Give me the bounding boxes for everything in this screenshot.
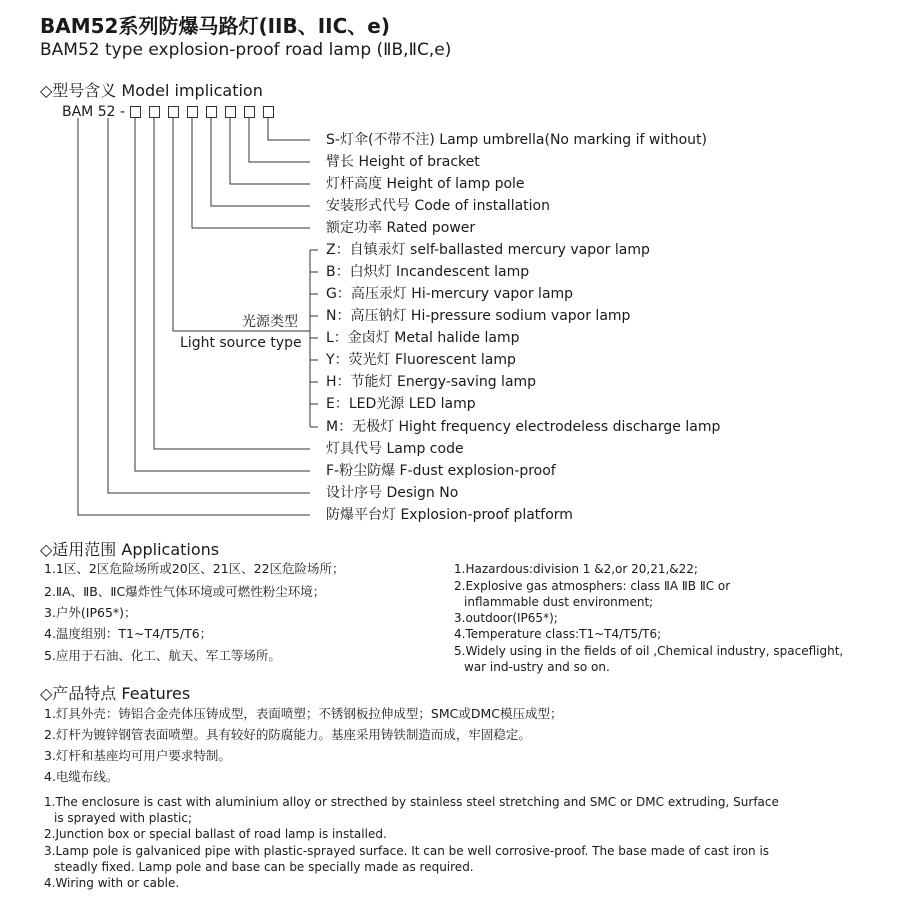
application-cn-5: 5.应用于石油、化工、航天、军工等场所。 [44,648,281,663]
model-code: BAM 52 - [62,104,126,120]
application-cn-4: 4.温度组别：T1~T4/T5/T6； [44,626,213,641]
light-source-z: Z：自镇汞灯 self-ballasted mercury vapor lamp [326,242,650,258]
light-source-n: N：高压钠灯 Hi-pressure sodium vapor lamp [326,308,631,324]
light-source-m: M：无极灯 Hight frequency electrodeless discharge lamp [326,419,721,435]
light-source-h: H：节能灯 Energy-saving lamp [326,374,537,390]
label-platform: 防爆平台灯 Explosion-proof platform [326,507,573,523]
features-heading: ◇产品特点 Features [40,684,191,703]
application-en-1: 1.Hazardous:division 1 &2,or 20,21,&22; [454,562,698,576]
feature-en-1-cont: is sprayed with plastic; [54,811,192,825]
application-en-2: 2.Explosive gas atmosphers: class ⅡA ⅡB ⅡC or [454,579,731,593]
feature-en-4: 4.Wiring with or cable. [44,876,180,890]
page-title: BAM52系列防爆马路灯(IIB、IIC、e) [40,14,390,38]
application-en-2-cont: inflammable dust environment; [464,595,654,609]
label-lamp-code: 灯具代号 Lamp code [326,441,464,457]
feature-cn-1: 1.灯具外壳：铸铝合金壳体压铸成型，表面喷塑；不锈钢板拉伸成型；SMC或DMC模压成型； [44,706,563,721]
label-installation: 安装形式代号 Code of installation [326,198,550,214]
light-source-g: G：高压汞灯 Hi-mercury vapor lamp [326,286,574,302]
light-source-e: E：LED光源 LED lamp [326,396,476,412]
label-bracket: 臂长 Height of bracket [326,154,480,170]
label-pole-height: 灯杆高度 Height of lamp pole [326,176,525,192]
feature-en-3-cont: steadly fixed. Lamp pole and base can be specially made as required. [54,860,474,874]
feature-en-2: 2.Junction box or special ballast of road lamp is installed. [44,827,387,841]
feature-cn-4: 4.电缆布线。 [44,769,119,784]
feature-en-1: 1.The enclosure is cast with aluminium alloy or strecthed by stainless steel stretching and SMC or DMC extruding, Surface [44,795,779,809]
light-source-type-cn: 光源类型 [242,314,298,330]
applications-heading: ◇适用范围 Applications [40,540,220,559]
feature-cn-2: 2.灯杆为镀锌钢管表面喷塑。具有较好的防腐能力。基座采用铸铁制造而成，牢固稳定。 [44,727,531,742]
label-design-no: 设计序号 Design No [326,485,459,501]
application-en-5: 5.Widely using in the fields of oil ,Chemical industry, spaceflight, [454,644,844,658]
label-dust-proof: F-粉尘防爆 F-dust explosion-proof [326,463,556,479]
page-subtitle: BAM52 type explosion-proof road lamp (ⅡB,ⅡC,e) [40,40,452,60]
application-cn-2: 2.ⅡA、ⅡB、ⅡC爆炸性气体环境或可燃性粉尘环境； [44,584,326,599]
light-source-l: L：金卤灯 Metal halide lamp [326,330,520,346]
light-source-b: B：白炽灯 Incandescent lamp [326,264,530,280]
model-heading: ◇型号含义 Model implication [40,81,263,100]
label-rated-power: 额定功率 Rated power [326,220,476,236]
light-source-type-en: Light source type [180,335,302,351]
feature-cn-3: 3.灯杆和基座均可用户要求特制。 [44,748,231,763]
light-source-y: Y：荧光灯 Fluorescent lamp [326,352,516,368]
label-lamp-umbrella: S-灯伞(不带不注) Lamp umbrella(No marking if without) [326,132,707,148]
application-en-4: 4.Temperature class:T1~T4/T5/T6; [454,627,662,641]
feature-en-3: 3.Lamp pole is galvaniced pipe with plastic-sprayed surface. It can be well corrosive-proof. The base made of cast iron is [44,844,770,858]
application-en-3: 3.outdoor(IP65*); [454,611,558,625]
application-en-5-cont: war ind-ustry and so on. [464,660,610,674]
application-cn-1: 1.1区、2区危险场所或20区、21区、22区危险场所； [44,561,345,576]
application-cn-3: 3.户外(IP65*)； [44,605,137,620]
